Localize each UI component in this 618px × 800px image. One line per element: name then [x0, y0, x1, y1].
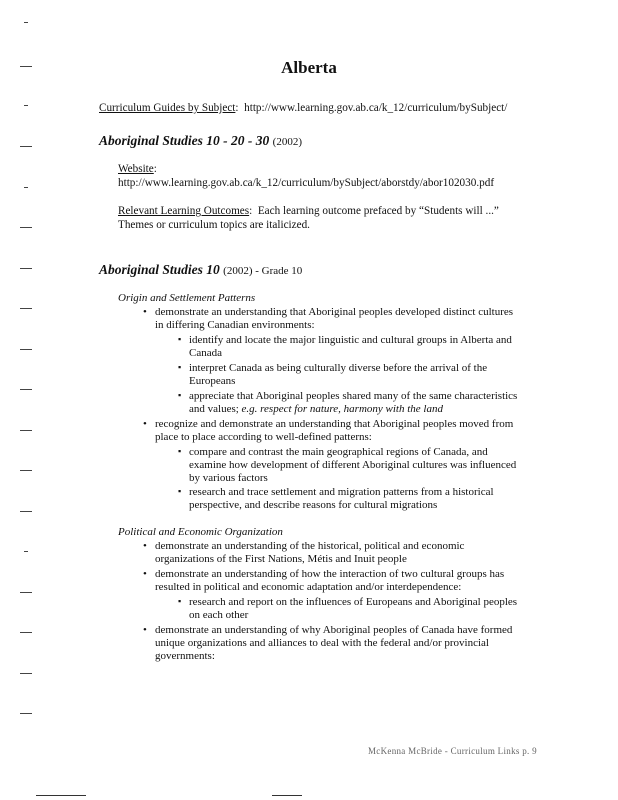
outcomes-text: Each learning outcome prefaced by “Students will ...”: [257, 205, 499, 217]
margin-mark: [20, 632, 32, 633]
outcomes-note: Themes or curriculum topics are italicized.: [118, 219, 310, 231]
margin-mark: [24, 187, 28, 188]
margin-mark: [20, 592, 32, 593]
course-heading-2: [99, 262, 302, 278]
colon: :: [235, 102, 245, 114]
bullet-item: • demonstrate an understanding of why Aboriginal peoples of Canada have formed unique organizations and alliances to deal with the federal and/or provincial governments:: [143, 624, 513, 662]
guides-label: Curriculum Guides by Subject: [99, 102, 236, 114]
margin-mark: [20, 470, 32, 471]
course-heading-1: [99, 133, 302, 149]
bullet-item: • demonstrate an understanding of the historical, political and economic organizations of the First Nations, Métis and Inuit people: [143, 540, 465, 565]
margin-mark: [20, 308, 32, 309]
website-label: Website: [118, 163, 154, 175]
website-url[interactable]: http://www.learning.gov.ab.ca/k_12/curriculum/bySubject/aborstdy/abor102030.pdf: [118, 177, 495, 189]
margin-mark: [20, 430, 32, 431]
course-heading-text: Aboriginal Studies 10: [99, 262, 220, 277]
margin-mark: [24, 105, 28, 106]
course-year: (2002) - Grade 10: [223, 265, 303, 277]
margin-mark: [20, 713, 32, 714]
margin-mark: [20, 511, 32, 512]
margin-mark: [20, 389, 32, 390]
outcomes-label: Relevant Learning Outcomes: [118, 205, 250, 217]
sub-bullet-item: ▪ research and report on the influences of Europeans and Aboriginal peoples on each other: [178, 596, 518, 621]
page-title: Alberta: [281, 58, 337, 77]
guides-url[interactable]: http://www.learning.gov.ab.ca/k_12/curriculum/bySubject/: [244, 102, 508, 114]
bullet-item: • demonstrate an understanding of how the interaction of two cultural groups has resulted in political and economic adaptation and/or interdependence:: [143, 568, 505, 593]
bullet-item: • demonstrate an understanding that Aboriginal peoples developed distinct cultures in differing Canadian environments:: [143, 306, 514, 331]
margin-mark: [20, 268, 32, 269]
margin-mark: [20, 227, 32, 228]
website-label-line: Website:: [118, 163, 157, 175]
topic-title: Origin and Settlement Patterns: [118, 292, 256, 304]
bullet-item: • recognize and demonstrate an understanding that Aboriginal peoples moved from place to place according to well-defined patterns:: [143, 418, 514, 443]
margin-mark: [24, 22, 28, 23]
page-footer: McKenna McBride - Curriculum Links p. 9: [368, 746, 537, 756]
scan-line: [36, 795, 86, 796]
sub-bullet-item: ▪ compare and contrast the main geographical regions of Canada, and examine how development of different Aboriginal cultures was influenced by various factors: [178, 446, 517, 484]
margin-mark: [20, 349, 32, 350]
sub-bullet-item: ▪ appreciate that Aboriginal peoples shared many of the same characteristics and values; e.g. respect for nature, harmony with the land: [178, 390, 518, 415]
margin-mark: [20, 146, 32, 147]
curriculum-guides-line: [99, 102, 507, 115]
course-heading-text: Aboriginal Studies 10 - 20 - 30: [99, 133, 270, 148]
course-year: (2002): [272, 136, 302, 148]
sub-bullet-item: ▪ research and trace settlement and migration patterns from a historical perspective, and describe reasons for cultural migrations: [178, 486, 494, 511]
outcomes-line: Relevant Learning Outcomes: Each learning outcome prefaced by “Students will ...”: [118, 205, 499, 217]
scan-line: [272, 795, 302, 796]
sub-bullet-item: ▪ interpret Canada as being culturally diverse before the arrival of the Europeans: [178, 362, 488, 387]
margin-mark: [24, 551, 28, 552]
topic-title: Political and Economic Organization: [118, 526, 283, 538]
sub-bullet-item: ▪ identify and locate the major linguistic and cultural groups in Alberta and Canada: [178, 334, 512, 359]
margin-mark: [20, 673, 32, 674]
